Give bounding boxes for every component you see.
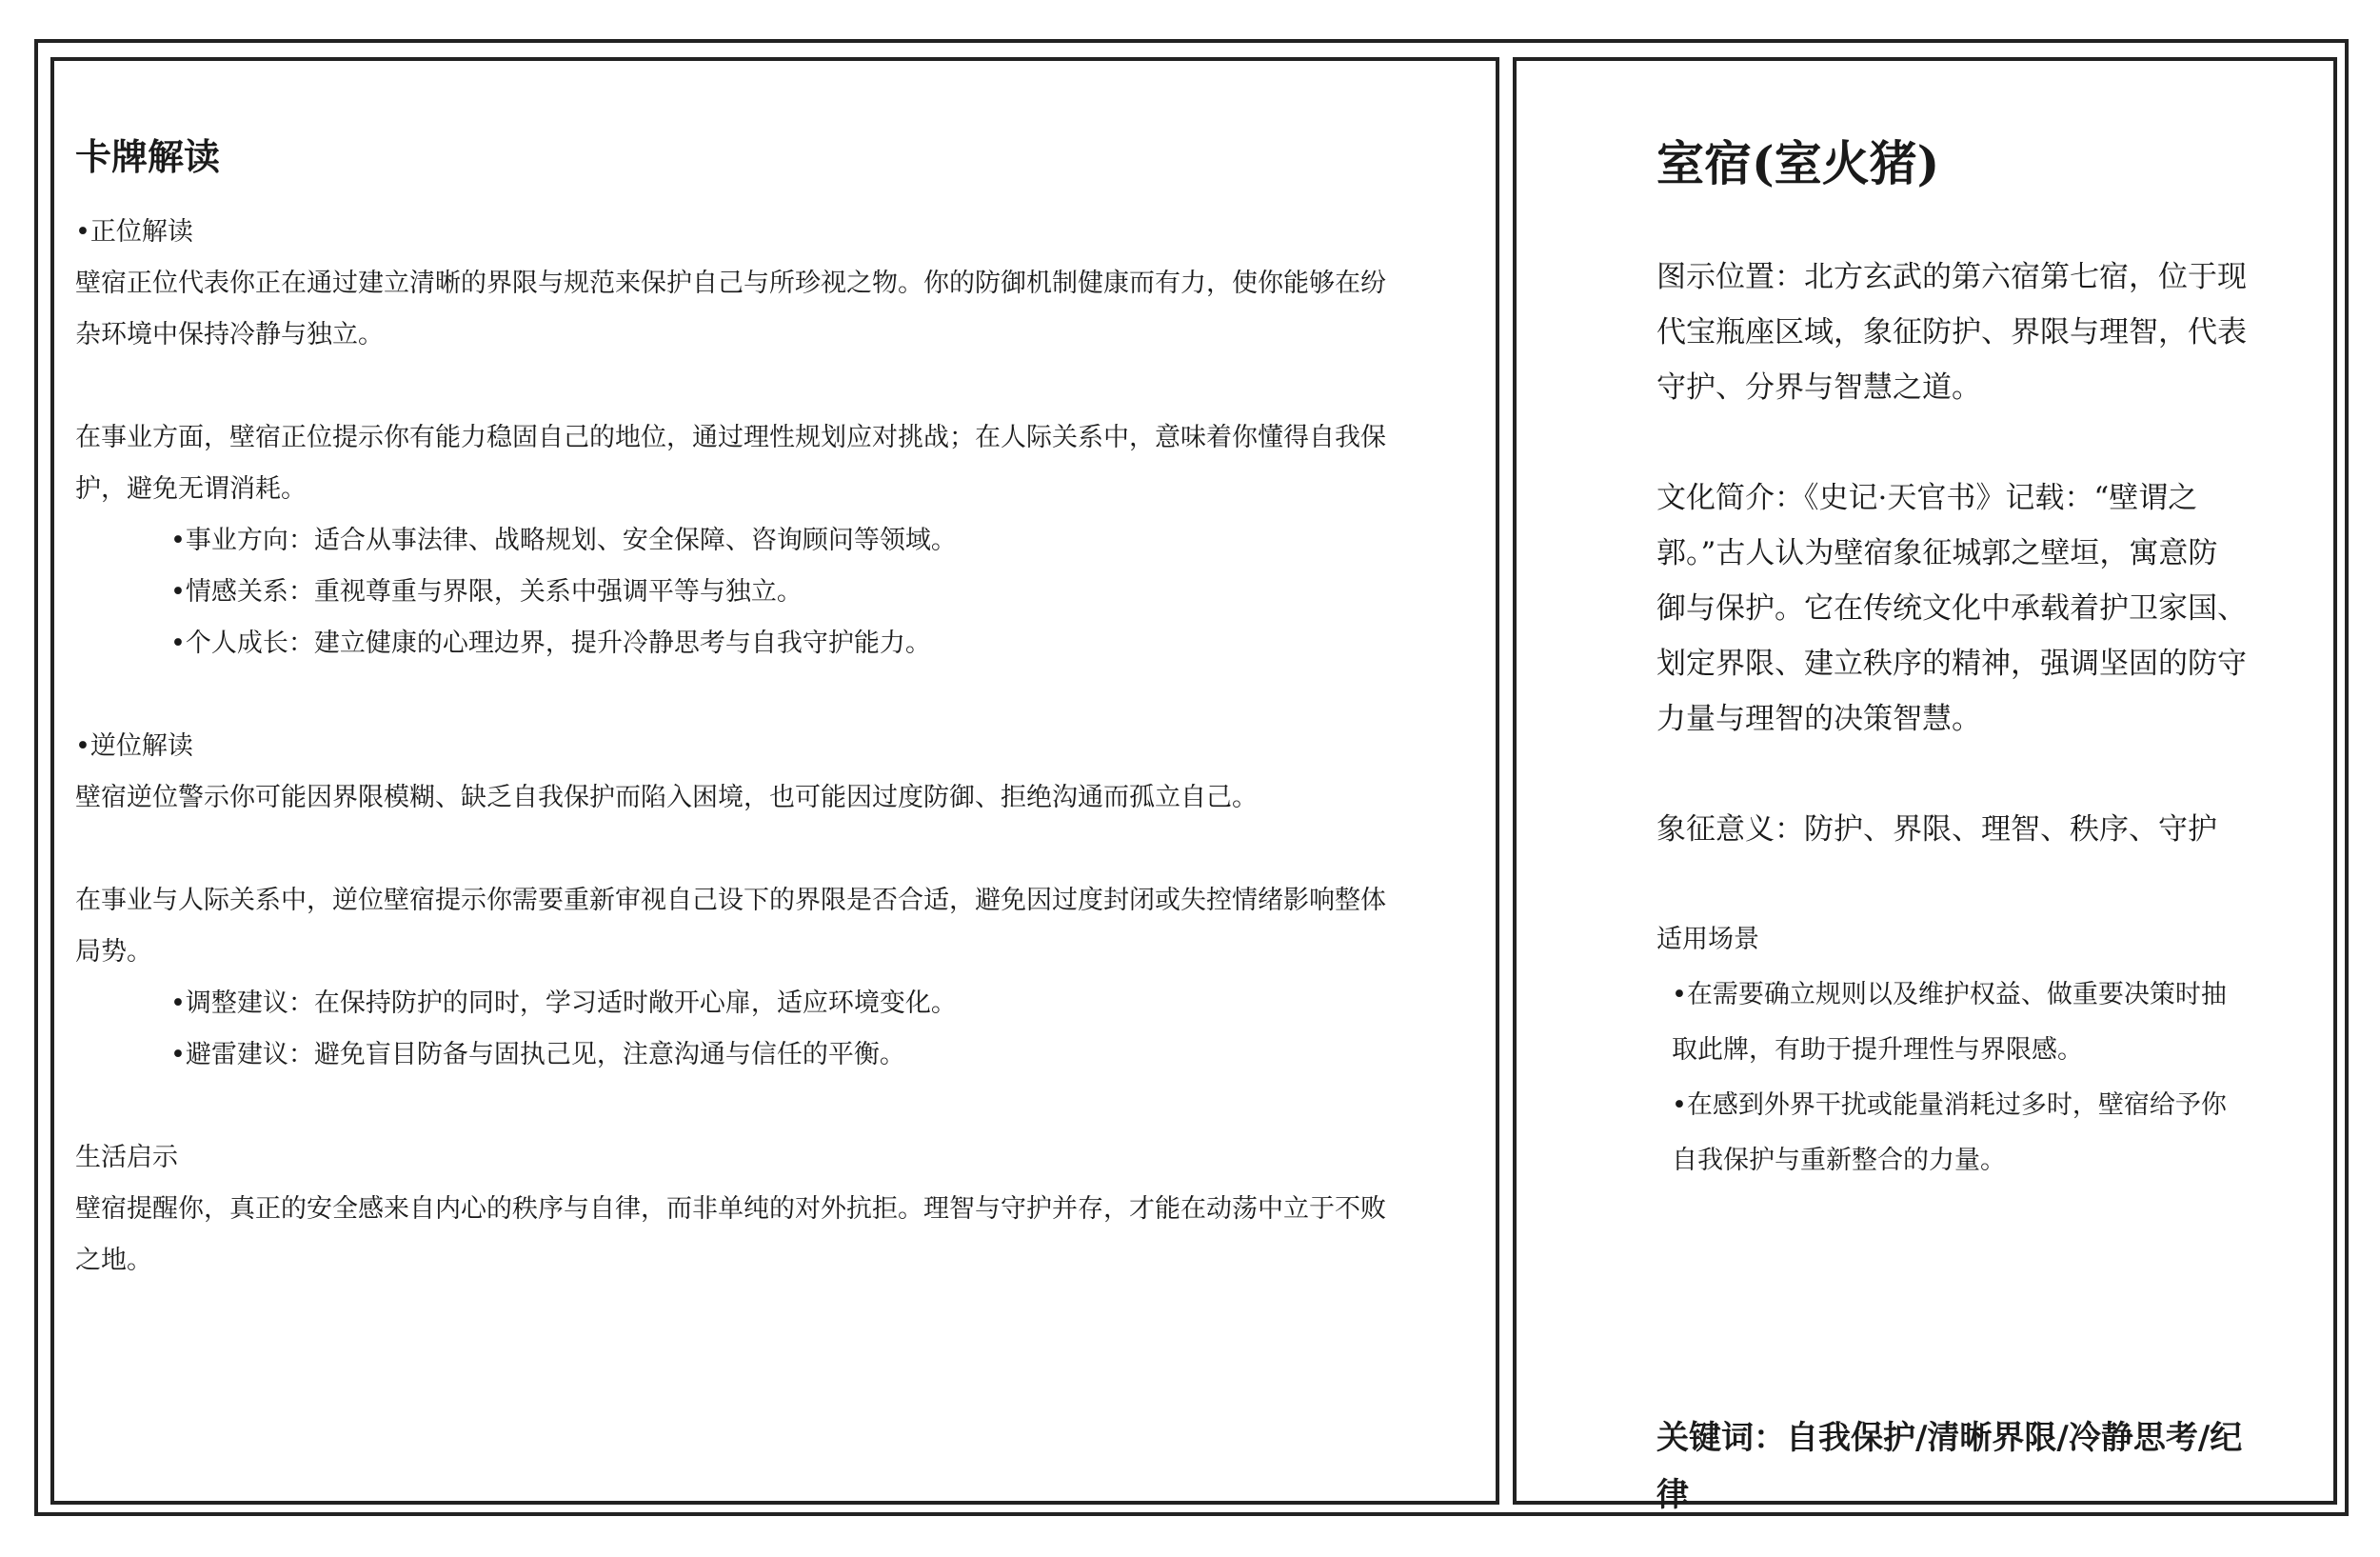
section-heading: 卡牌解读	[75, 135, 221, 178]
scene-item-decision: •在需要确立规则以及维护权益、做重要决策时抽取此牌，有助于提升理性与界限感。	[1672, 980, 2227, 1065]
reversed-title: •逆位解读	[75, 731, 193, 761]
reversed-text: 壁宿逆位警示你可能因界限模糊、缺乏自我保护而陷入困境，也可能因过度防御、拒绝沟通而孤立自己。	[75, 783, 1258, 812]
scenes-title: 适用场景	[1656, 925, 1759, 954]
scene-item-protection: •在感到外界干扰或能量消耗过多时，壁宿给予你自我保护与重新整合的力量。	[1672, 1090, 2227, 1175]
mansion-info-section	[1656, 126, 2247, 1188]
upright-item-emotion: •情感关系：重视尊重与界限，关系中强调平等与独立。	[170, 577, 803, 607]
upright-career-text: 在事业方面，壁宿正位提示你有能力稳固自己的地位，通过理性规划应对挑战；在人际关系中，意味着你懂得自我保护，避免无谓消耗。	[75, 423, 1386, 504]
life-title: 生活启示	[75, 1143, 178, 1172]
mansion-title: 室宿(室火猪)	[1656, 135, 1940, 191]
meaning-text: 象征意义：防护、界限、理智、秩序、守护	[1656, 812, 2217, 847]
upright-text: 壁宿正位代表你正在通过建立清晰的界限与规范来保护自己与所珍视之物。你的防御机制健康而有力，使你能够在纷杂环境中保持冷静与独立。	[75, 269, 1386, 349]
life-text: 壁宿提醒你，真正的安全感来自内心的秩序与自律，而非单纯的对外抗拒。理智与守护并存，才能在动荡中立于不败之地。	[75, 1194, 1386, 1275]
reversed-item-adjust: •调整建议：在保持防护的同时，学习适时敞开心扉，适应环境变化。	[170, 988, 957, 1018]
upright-item-career: •事业方向：适合从事法律、战略规划、安全保障、咨询顾问等领域。	[170, 526, 957, 555]
culture-text: 文化简介：《史记·天官书》记载：“壁谓之郭。”古人认为壁宿象征城郭之壁垣，寓意防御与保护。它在传统文化中承载着护卫家国、划定界限、建立秩序的精神，强调坚固的防守力量与理智的决策智慧。	[1656, 481, 2247, 736]
upright-title: •正位解读	[75, 217, 193, 247]
reversed-item-avoid: •避雷建议：避免盲目防备与固执己见，注意沟通与信任的平衡。	[170, 1040, 905, 1069]
reversed-career-text: 在事业与人际关系中，逆位壁宿提示你需要重新审视自己设下的界限是否合适，避免因过度封闭或失控情绪影响整体局势。	[75, 886, 1386, 967]
card-interpretation-section	[75, 129, 1389, 1287]
keywords-line: 关键词：自我保护/清晰界限/冷静思考/纪律	[1656, 1419, 2243, 1514]
upright-item-growth: •个人成长：建立健康的心理边界，提升冷静思考与自我守护能力。	[170, 629, 931, 658]
position-text: 图示位置：北方玄武的第六宿第七宿，位于现代宝瓶座区域，象征防护、界限与理智，代表守护、分界与智慧之道。	[1656, 260, 2247, 405]
